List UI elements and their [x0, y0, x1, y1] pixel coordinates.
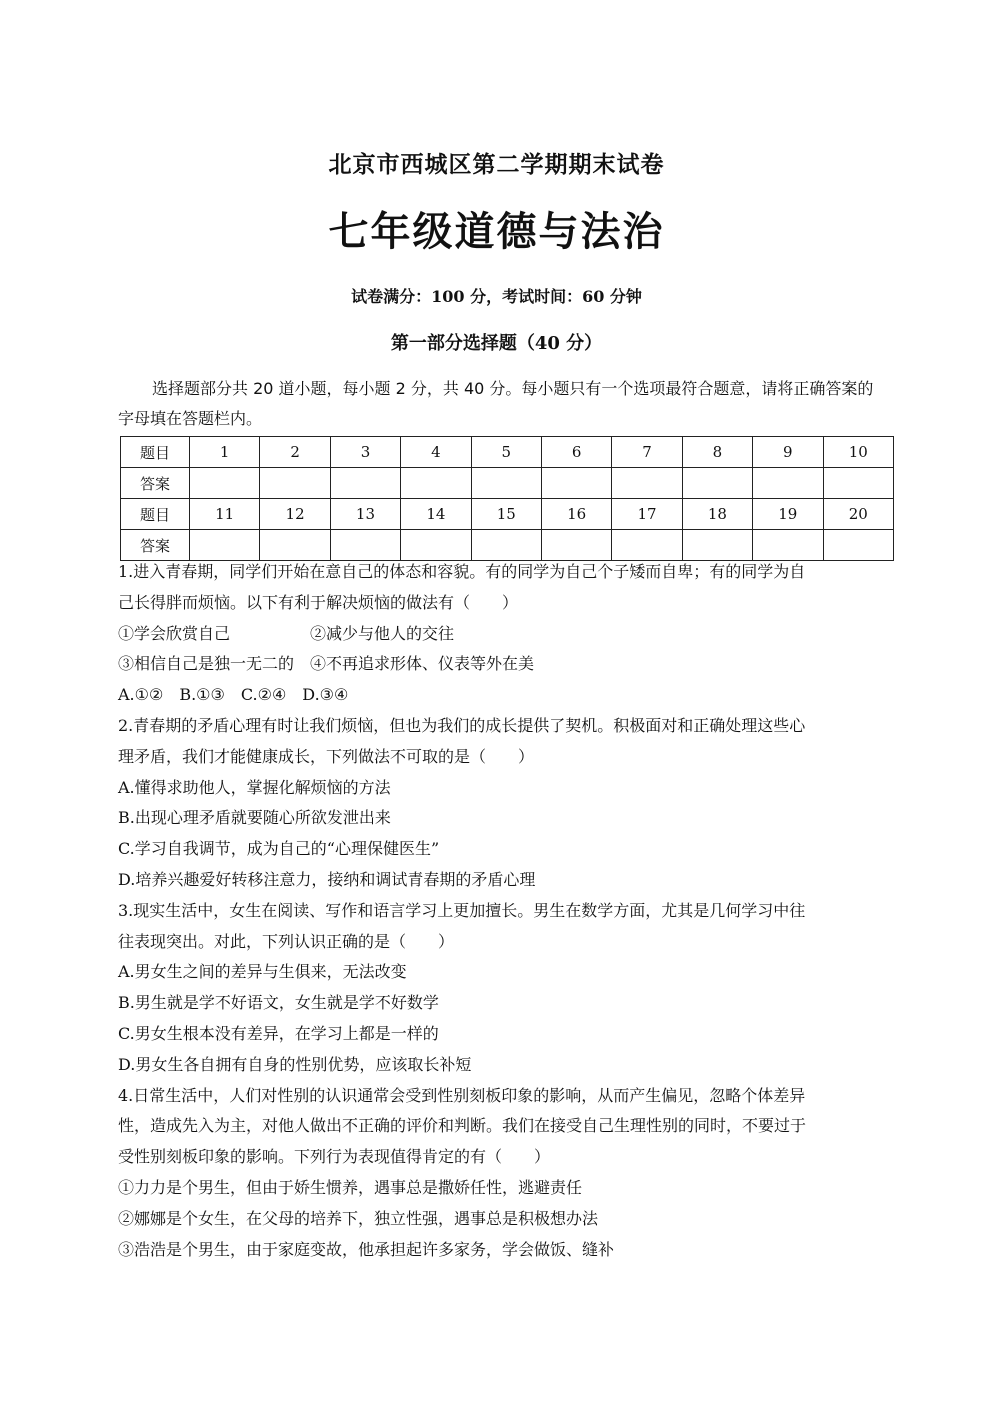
- question-number-row: [121, 437, 894, 468]
- answer-cell[interactable]: [330, 530, 400, 561]
- answer-cell[interactable]: [753, 468, 823, 499]
- answer-cell[interactable]: [471, 468, 541, 499]
- question-line: 3.现实生活中，女生在阅读、写作和语言学习上更加擅长。男生在数学方面，尤其是几何学习中往: [118, 900, 806, 920]
- question-number: 20: [823, 499, 893, 530]
- question-line: 2.青春期的矛盾心理有时让我们烦恼，但也为我们的成长提供了契机。积极面对和正确处理这些心: [118, 715, 806, 735]
- question-line: 理矛盾，我们才能健康成长，下列做法不可取的是（ ）: [118, 746, 535, 766]
- section-instructions: 选择题部分共 20 道小题，每小题 2 分，共 40 分。每小题只有一个选项最符合题意，请将正确答案的字母填在答题栏内。: [118, 379, 874, 428]
- question-number: 3: [330, 437, 400, 468]
- answer-cell[interactable]: [823, 530, 893, 561]
- question-number: 12: [260, 499, 330, 530]
- choice-line: C.学习自我调节，成为自己的“心理保健医生”: [118, 839, 440, 859]
- option-line: ①力力是个男生，但由于娇生惯养，遇事总是撒娇任性，逃避责任: [118, 1177, 583, 1197]
- answer-row: [121, 468, 894, 499]
- question-number: 15: [471, 499, 541, 530]
- option-line: ③浩浩是个男生，由于家庭变故，他承担起许多家务，学会做饭、缝补: [118, 1239, 615, 1259]
- row-label: 答案: [121, 530, 190, 561]
- question-number: 13: [330, 499, 400, 530]
- question-line: 受性别刻板印象的影响。下列行为表现值得肯定的有（ ）: [118, 1147, 551, 1167]
- question-line: 性，造成先入为主，对他人做出不正确的评价和判断。我们在接受自己生理性别的同时，不要过于: [118, 1116, 807, 1136]
- question-number: 9: [753, 437, 823, 468]
- question-number: 2: [260, 437, 330, 468]
- answer-table: [120, 436, 894, 561]
- row-label: 题目: [121, 437, 190, 468]
- choice-line: B.出现心理矛盾就要随心所欲发泄出来: [118, 808, 391, 828]
- choice-line: B.男生就是学不好语文，女生就是学不好数学: [118, 993, 439, 1013]
- question-line: 往表现突出。对此，下列认识正确的是（ ）: [118, 931, 455, 951]
- choice-line: D.培养兴趣爱好转移注意力，接纳和调试青春期的矛盾心理: [118, 869, 536, 889]
- question-number: 7: [612, 437, 682, 468]
- question-line: 4.日常生活中，人们对性别的认识通常会受到性别刻板印象的影响，从而产生偏见，忽略个体差异: [118, 1085, 806, 1105]
- option-line: ③相信自己是独一无二的 ④不再追求形体、仪表等外在美: [118, 654, 535, 674]
- question-number: 17: [612, 499, 682, 530]
- question-number: 10: [823, 437, 893, 468]
- question-number: 14: [401, 499, 471, 530]
- choice-line: A.男女生之间的差异与生俱来，无法改变: [118, 962, 407, 982]
- answer-cell[interactable]: [541, 468, 611, 499]
- answer-cell[interactable]: [682, 468, 752, 499]
- question-number: 16: [541, 499, 611, 530]
- answer-cell[interactable]: [190, 530, 260, 561]
- answer-cell[interactable]: [612, 530, 682, 561]
- answer-cell[interactable]: [401, 530, 471, 561]
- question-number: 11: [190, 499, 260, 530]
- choice-line: C.男女生根本没有差异，在学习上都是一样的: [118, 1023, 439, 1043]
- answer-cell[interactable]: [541, 530, 611, 561]
- question-number: 8: [682, 437, 752, 468]
- section-title: 第一部分选择题（40 分）: [390, 333, 603, 354]
- answer-cell[interactable]: [823, 468, 893, 499]
- question-list: [118, 557, 878, 1265]
- answer-row: [121, 530, 894, 561]
- option-line: ②娜娜是个女生，在父母的培养下，独立性强，遇事总是积极想办法: [118, 1208, 599, 1228]
- school-title: 北京市西城区第二学期期末试卷: [328, 151, 665, 178]
- answer-cell[interactable]: [753, 530, 823, 561]
- answer-cell[interactable]: [471, 530, 541, 561]
- question-number: 4: [401, 437, 471, 468]
- question-number: 5: [471, 437, 541, 468]
- row-label: 题目: [121, 499, 190, 530]
- answer-cell[interactable]: [682, 530, 752, 561]
- question-number: 19: [753, 499, 823, 530]
- exam-meta: 试卷满分：100 分，考试时间：60 分钟: [351, 287, 642, 306]
- answer-cell[interactable]: [190, 468, 260, 499]
- choice-line: D.男女生各自拥有自身的性别优势，应该取长补短: [118, 1054, 472, 1074]
- question-line: 1.进入青春期，同学们开始在意自己的体态和容貌。有的同学为自己个子矮而自卑；有的同学为自: [118, 562, 806, 581]
- answer-cell[interactable]: [260, 530, 330, 561]
- question-number: 1: [190, 437, 260, 468]
- row-label: 答案: [121, 468, 190, 499]
- answer-cell[interactable]: [612, 468, 682, 499]
- option-line: ①学会欣赏自己 ②减少与他人的交往: [118, 623, 455, 643]
- question-line: 己长得胖而烦恼。以下有利于解决烦恼的做法有（ ）: [118, 592, 519, 612]
- answer-cell[interactable]: [260, 468, 330, 499]
- question-number: 6: [541, 437, 611, 468]
- choice-line: A.①② B.①③ C.②④ D.③④: [118, 685, 349, 705]
- answer-cell[interactable]: [330, 468, 400, 499]
- subject-title: 七年级道德与法治: [328, 208, 665, 255]
- answer-cell[interactable]: [401, 468, 471, 499]
- question-number: 18: [682, 499, 752, 530]
- choice-line: A.懂得求助他人，掌握化解烦恼的方法: [118, 777, 391, 797]
- question-number-row: [121, 499, 894, 530]
